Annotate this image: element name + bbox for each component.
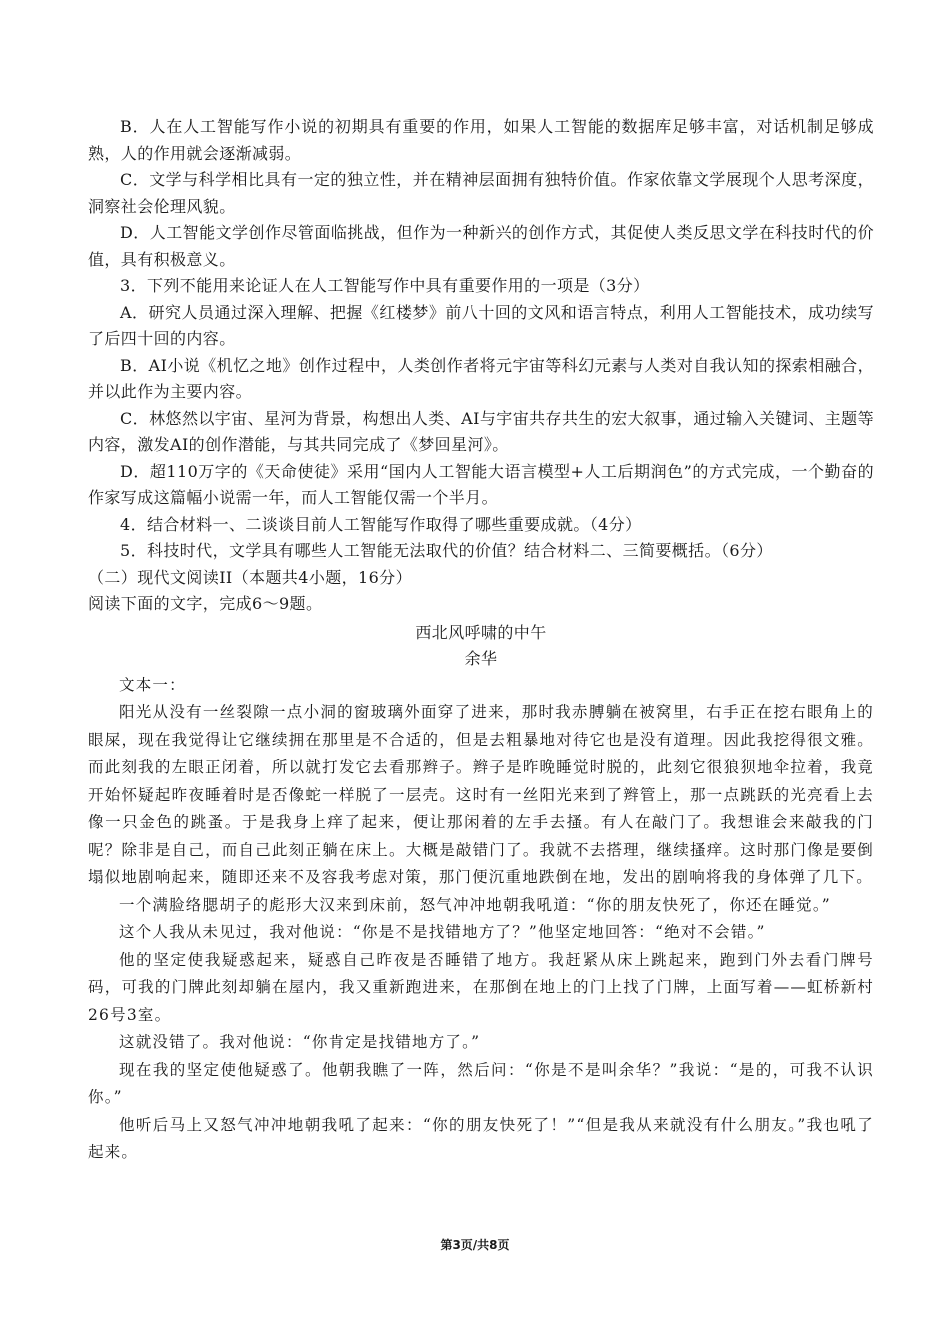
page-content xyxy=(88,114,874,1167)
story-paragraph: 一个满脸络腮胡子的彪形大汉来到床前，怒气冲冲地朝我吼道：“你的朋友快死了，你还在睡觉。” xyxy=(119,895,831,914)
page-number: 第3页/共8页 xyxy=(440,1238,510,1252)
option-3b: B．AI小说《机忆之地》创作过程中，人类创作者将元宇宙等科幻元素与人类对自我认知的探索相融合，并以此作为主要内容。 xyxy=(88,355,874,401)
option-2c: C．文学与科学相比具有一定的独立性，并在精神层面拥有独特价值。作家依靠文学展现个人思考深度，洞察社会伦理风貌。 xyxy=(88,170,874,216)
option-3c: C．林悠然以宇宙、星河为背景，构想出人类、AI与宇宙共存共生的宏大叙事，通过输入关键词、主题等内容，激发AI的创作潜能，与其共同完成了《梦回星河》。 xyxy=(88,408,874,454)
option-2b: B．人在人工智能写作小说的初期具有重要的作用，如果人工智能的数据库足够丰富，对话机制足够成熟，人的作用就会逐渐减弱。 xyxy=(88,117,874,163)
question-4: 4．结合材料一、二谈谈目前人工智能写作取得了哪些重要成就。（4分） xyxy=(120,514,642,534)
option-3d: D．超110万字的《天命使徒》采用“国内人工智能大语言模型+人工后期润色”的方式完成，一个勤奋的作家写成这篇幅小说需一年，而人工智能仅需一个半月。 xyxy=(88,461,874,507)
story-paragraph: 阳光从没有一丝裂隙一点小洞的窗玻璃外面穿了进来，那时我赤膊躺在被窝里，右手正在挖右眼角上的眼屎，现在我觉得让它继续拥在那里是不合适的，但是去粗暴地对待它也是没有道理。因此我挖得很文雅。而此刻我的左眼正闭着，所以就打发它去看那辫子。辫子是昨晚睡觉时脱的，此刻它很狼狈地伞拉着，我竟开始怀疑起昨夜睡着时是否像蛇一样脱了一层壳。这时有一丝阳光来到了辫管上，那一点跳跃的光亮看上去像一只金色的跳蚤。于是我身上痒了起来，便让那闲着的左手去搔。有人在敲门了。我想谁会来敲我的门呢？除非是自己，而自己此刻正躺在床上。大概是敲错门了。我就不去搭理，继续搔痒。这时那门像是要倒塌似地剧响起来，随即还来不及容我考虑对策，那门便沉重地跌倒在地，发出的剧响将我的身体弹了几下。 xyxy=(88,703,874,886)
story-paragraph: 现在我的坚定使他疑惑了。他朝我瞧了一阵，然后问：“你是不是叫余华？”我说：“是的，可我不认识你。” xyxy=(88,1060,874,1106)
option-2d: D．人工智能文学创作尽管面临挑战，但作为一种新兴的创作方式，其促使人类反思文学在科技时代的价值，具有积极意义。 xyxy=(88,223,874,269)
text-label: 文本一： xyxy=(119,675,186,694)
section-instruction: 阅读下面的文字，完成6～9题。 xyxy=(88,594,323,613)
story-paragraph: 这就没错了。我对他说：“你肯定是找错地方了。” xyxy=(119,1033,481,1051)
question-5: 5．科技时代，文学具有哪些人工智能无法取代的价值？结合材料二、三简要概括。（6分） xyxy=(120,541,773,560)
question-3-stem: 3．下列不能用来论证人在人工智能写作中具有重要作用的一项是（3分） xyxy=(120,276,650,295)
story-paragraph: 这个人我从未见过，我对他说：“你是不是找错地方了？”他坚定地回答：“绝对不会错。” xyxy=(119,923,766,941)
story-text xyxy=(88,672,874,1167)
story-paragraph: 他听后马上又怒气冲冲地朝我吼了起来：“你的朋友快死了！”“但是我从来就没有什么朋友。”我也吼了起来。 xyxy=(88,1115,874,1161)
story-paragraph: 他的坚定使我疑惑起来，疑惑自己昨夜是否睡错了地方。我赶紧从床上跳起来，跑到门外去看门牌号码，可我的门牌此刻却躺在屋内，我又重新跑进来，在那倒在地上的门上找了门牌，上面写着——虹桥新村26号3室。 xyxy=(88,950,874,1024)
section-heading: （二）现代文阅读II（本题共4小题，16分） xyxy=(88,567,412,587)
story-author: 余华 xyxy=(464,648,498,668)
option-3a: A．研究人员通过深入理解、把握《红楼梦》前八十回的文风和语言特点，利用人工智能技术，成功续写了后四十回的内容。 xyxy=(88,302,874,348)
story-title: 西北风呼啸的中午 xyxy=(415,622,547,642)
